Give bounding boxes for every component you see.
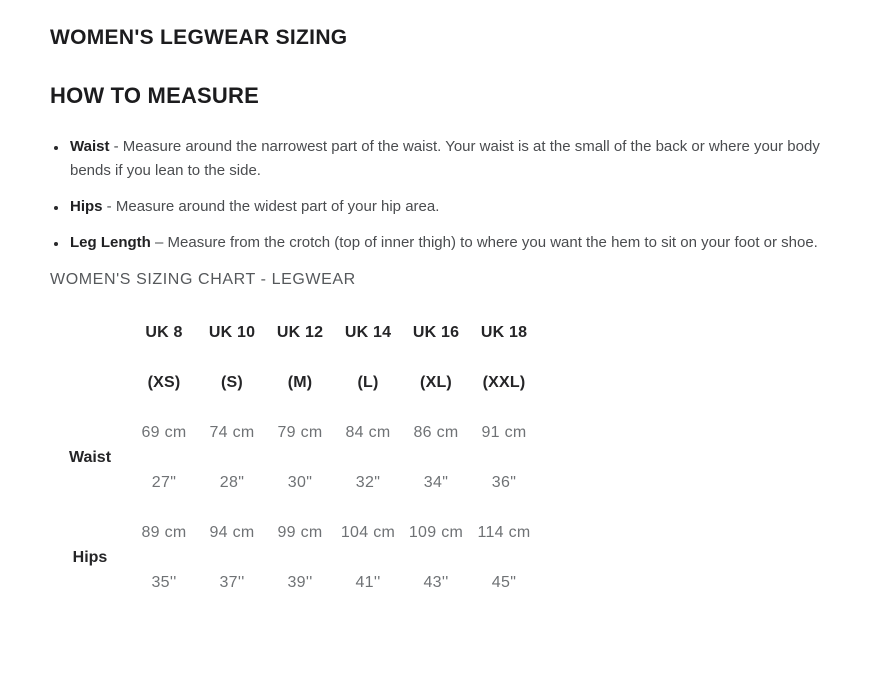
column-header-l: (L) xyxy=(357,374,379,391)
empty-cell xyxy=(50,358,130,408)
waist-cm-row xyxy=(50,408,538,458)
how-to-measure-heading: HOW TO MEASURE xyxy=(50,83,259,108)
column-header-s: (S) xyxy=(221,374,243,391)
column-header-uk12: UK 12 xyxy=(276,324,324,341)
column-header-uk10: UK 10 xyxy=(208,324,256,341)
fit-header-row xyxy=(50,358,538,408)
column-header-xl: (XL) xyxy=(420,374,452,391)
hips-cm-row xyxy=(50,508,538,558)
waist-inch-value: 30" xyxy=(287,474,313,491)
empty-cell xyxy=(50,308,130,358)
hips-inch-value: 41'' xyxy=(355,574,381,591)
waist-cm-value: 74 cm xyxy=(209,424,255,441)
measure-instructions-list xyxy=(50,135,838,255)
waist-cm-value: 91 cm xyxy=(481,424,527,441)
waist-inch-value: 36" xyxy=(491,474,517,491)
column-header-uk14: UK 14 xyxy=(344,324,392,341)
hips-cm-value: 109 cm xyxy=(408,524,464,541)
column-header-xs: (XS) xyxy=(147,374,181,391)
column-header-uk18: UK 18 xyxy=(480,324,528,341)
hips-cm-value: 114 cm xyxy=(477,524,531,541)
waist-inch-value: 27" xyxy=(151,474,177,491)
hips-inch-value: 35'' xyxy=(151,574,177,591)
waist-cm-value: 84 cm xyxy=(345,424,391,441)
hips-inch-value: 43'' xyxy=(423,574,449,591)
instruction-term-waist: Waist xyxy=(70,138,110,155)
waist-inch-value: 34" xyxy=(423,474,449,491)
hips-cm-value: 104 cm xyxy=(340,524,396,541)
waist-inch-value: 28" xyxy=(219,474,245,491)
sizing-table xyxy=(50,308,538,608)
waist-cm-value: 86 cm xyxy=(413,424,459,441)
instruction-text-leg-length: Measure from the crotch (top of inner thigh) to where you want the hem to sit on your foot or shoe. xyxy=(167,234,818,251)
hips-inch-value: 37'' xyxy=(219,574,245,591)
instruction-hips xyxy=(68,195,838,219)
instruction-text-hips: Measure around the widest part of your hip area. xyxy=(115,198,440,215)
instruction-term-hips: Hips xyxy=(70,198,103,215)
waist-cm-value: 79 cm xyxy=(277,424,323,441)
instruction-separator: – xyxy=(150,234,168,251)
row-label-hips: Hips xyxy=(72,549,108,566)
waist-cm-value: 69 cm xyxy=(141,424,187,441)
sizing-chart-heading: WOMEN'S SIZING CHART - LEGWEAR xyxy=(50,271,356,288)
hips-inch-value: 45" xyxy=(491,574,517,591)
row-label-waist: Waist xyxy=(68,449,112,466)
waist-inch-value: 32" xyxy=(355,474,381,491)
instruction-text-waist: Measure around the narrowest part of the waist. Your waist is at the small of the back or where your body bends if you lean to the side. xyxy=(70,138,820,179)
page-title: WOMEN'S LEGWEAR SIZING xyxy=(50,26,348,49)
instruction-separator: - xyxy=(109,138,123,155)
instruction-term-leg-length: Leg Length xyxy=(70,234,151,251)
instruction-waist xyxy=(68,135,838,183)
column-header-xxl: (XXL) xyxy=(482,374,526,391)
column-header-m: (M) xyxy=(287,374,313,391)
hips-cm-value: 89 cm xyxy=(141,524,187,541)
hips-cm-value: 99 cm xyxy=(277,524,323,541)
hips-inch-value: 39'' xyxy=(287,574,313,591)
column-header-uk8: UK 8 xyxy=(145,324,183,341)
hips-cm-value: 94 cm xyxy=(209,524,255,541)
instruction-leg-length xyxy=(68,231,838,255)
instruction-separator: - xyxy=(102,198,116,215)
size-header-row xyxy=(50,308,538,358)
column-header-uk16: UK 16 xyxy=(412,324,460,341)
